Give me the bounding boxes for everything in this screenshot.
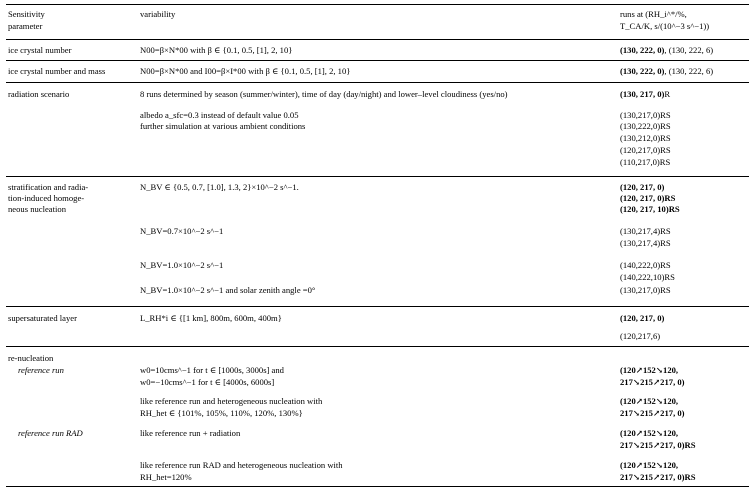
row-rule-2 — [6, 82, 749, 83]
row-radiation-run-b: (130,222,0)RS — [620, 121, 671, 131]
row-stratification-param-3: neous nucleation — [8, 204, 66, 214]
row-ice-number-mass-runs — [620, 66, 713, 76]
row-renucleation-var-4b: RH_het=120% — [140, 472, 192, 482]
row-renucleation-var-2b: RH_het ∈ {101%, 105%, 110%, 120%, 130%} — [140, 408, 303, 418]
row-stratification-param-1: stratification and radia- — [8, 182, 89, 192]
row-supersaturated-param: supersaturated layer — [8, 313, 77, 323]
runs-bold: (130, 222, 0) — [620, 45, 665, 55]
row-supersaturated-run-1: (120, 217, 0) — [620, 313, 665, 323]
row-stratification-run-2a: (130,217,4)RS — [620, 226, 671, 236]
row-radiation-var-2a: albedo a_sfc=0.3 instead of default value 0.05 — [140, 110, 299, 120]
row-supersaturated-run-2: (120,217,6) — [620, 331, 661, 341]
row-radiation-var-1: 8 runs determined by season (summer/winter), time of day (day/night) and lower–level cloudiness (yes/no) — [140, 89, 508, 99]
header-param-1: Sensitivity — [8, 9, 45, 19]
row-renucleation-run-3b: 217↘215↗217, 0)RS — [620, 440, 696, 450]
row-rule-5 — [6, 346, 749, 347]
row-stratification-var-3: N_BV=1.0×10^−2 s^−1 — [140, 260, 224, 270]
row-renucleation-var-2a: like reference run and heterogeneous nucleation with — [140, 396, 323, 406]
row-stratification-run-3b: (140,222,10)RS — [620, 272, 675, 282]
runs-rest: , (130, 222, 6) — [664, 45, 714, 55]
row-stratification-var-2: N_BV=0.7×10^−2 s^−1 — [140, 226, 224, 236]
row-ice-number-var: N00=β×N*00 with β ∈ {0.1, 0.5, [1], 2, 10} — [140, 45, 293, 55]
row-radiation-param: radiation scenario — [8, 89, 70, 99]
row-renucleation-run-4b: 217↘215↗217, 0)RS — [620, 472, 696, 482]
row-stratification-run-2b: (130,217,4)RS — [620, 238, 671, 248]
row-stratification-run-1c: (120, 217, 10)RS — [620, 204, 680, 214]
header-rule — [6, 39, 749, 40]
row-renucleation-sub-reference: reference run — [18, 365, 64, 375]
row-renucleation-var-1b: w0=−10cms^−1 for t ∈ [4000s, 6000s] — [140, 377, 275, 387]
row-stratification-run-4: (130,217,0)RS — [620, 285, 671, 295]
header-variability: variability — [140, 9, 176, 19]
row-stratification-var-1: N_BV ∈ {0.5, 0.7, [1.0], 1.3, 2}×10^−2 s^−1. — [140, 182, 299, 192]
header-runs-2: T_CA/K, s/(10^−3 s^−1)) — [620, 21, 710, 31]
row-renucleation-var-4a: like reference run RAD and heterogeneous nucleation with — [140, 460, 343, 470]
row-renucleation-run-1b: 217↘215↗217, 0) — [620, 377, 685, 387]
runs-rest: R — [664, 89, 671, 99]
row-rule-4 — [6, 306, 749, 307]
row-radiation-run-e: (110,217,0)RS — [620, 157, 671, 167]
row-stratification-var-4: N_BV=1.0×10^−2 s^−1 and solar zenith angle =0° — [140, 285, 316, 295]
row-stratification-run-1a: (120, 217, 0) — [620, 182, 665, 192]
row-ice-number-mass-param: ice crystal number and mass — [8, 66, 106, 76]
row-renucleation-run-1a: (120↗152↘120, — [620, 365, 679, 375]
row-ice-number-mass-var: N00=β×N*00 and I00=β×I*00 with β ∈ {0.1, 0.5, [1], 2, 10} — [140, 66, 351, 76]
row-renucleation-var-1a: w0=10cms^−1 for t ∈ [1000s, 3000s] and — [140, 365, 284, 375]
runs-bold: (130, 217, 0) — [620, 89, 665, 99]
row-renucleation-sub-rad: reference run RAD — [18, 428, 83, 438]
row-radiation-run-d: (120,217,0)RS — [620, 145, 671, 155]
top-rule — [6, 4, 749, 5]
header-runs-1: runs at (RH_i^*/%, — [620, 9, 687, 19]
row-renucleation-run-2b: 217↘215↗217, 0) — [620, 408, 685, 418]
row-renucleation-run-2a: (120↗152↘120, — [620, 396, 679, 406]
runs-rest: , (130, 222, 6) — [664, 66, 714, 76]
row-renucleation-run-3a: (120↗152↘120, — [620, 428, 679, 438]
row-renucleation-param: re-nucleation — [8, 353, 54, 363]
row-radiation-var-2b: further simulation at various ambient conditions — [140, 121, 306, 131]
row-renucleation-run-4a: (120↗152↘120, — [620, 460, 679, 470]
row-renucleation-var-3: like reference run + radiation — [140, 428, 241, 438]
row-stratification-param-2: tion-induced homoge- — [8, 193, 85, 203]
row-radiation-run-a: (130,217,0)RS — [620, 110, 671, 120]
row-supersaturated-var: L_RH*i ∈ {[1 km], 800m, 600m, 400m} — [140, 313, 282, 323]
header-param-2: parameter — [8, 21, 43, 31]
row-rule-3 — [6, 176, 749, 177]
row-stratification-run-1b: (120, 217, 0)RS — [620, 193, 676, 203]
row-stratification-run-3a: (140,222,0)RS — [620, 260, 671, 270]
row-ice-number-param: ice crystal number — [8, 45, 72, 55]
row-ice-number-runs — [620, 45, 713, 55]
runs-bold: (130, 222, 0) — [620, 66, 665, 76]
bottom-rule — [6, 486, 749, 487]
row-radiation-runs-1 — [620, 89, 670, 99]
row-rule-1 — [6, 60, 749, 61]
row-radiation-run-c: (130,212,0)RS — [620, 133, 671, 143]
